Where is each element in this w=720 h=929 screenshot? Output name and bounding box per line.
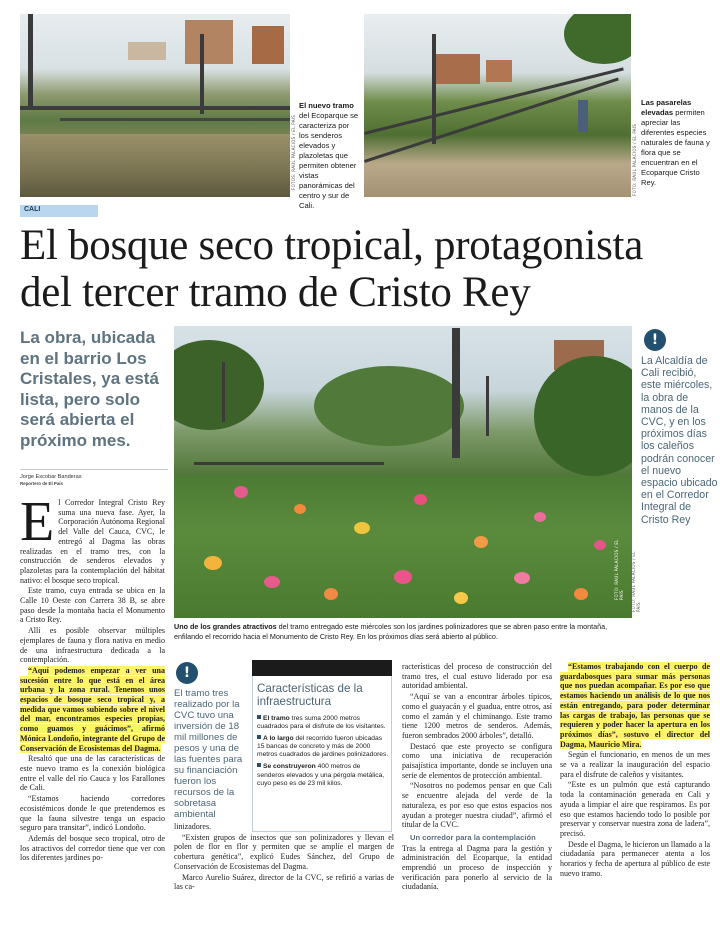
infobox-header-bar <box>252 660 392 676</box>
paragraph: Según el funcionario, en menos de un mes se va a realizar la inauguración del espacio para el disfrute de caleños y visitantes. <box>560 750 710 779</box>
subheading: Un corredor para la contemplación <box>410 832 536 842</box>
building <box>486 60 512 82</box>
building <box>436 54 480 84</box>
flower <box>474 536 488 548</box>
paragraph: racterísticas del proceso de construcción del tramo tres, el cual estuvo liderado por esa autoridad ambiental. <box>402 662 552 691</box>
infobox-item <box>257 715 389 731</box>
deck-subtitle: La obra, ubicada en el barrio Los Cristales, ya está lista, pero solo será abierta el próximo mes. <box>20 328 159 450</box>
tree <box>564 14 631 64</box>
article-column-4 <box>560 662 710 879</box>
byline-role: Reportero de El País <box>20 481 63 486</box>
paragraph-highlighted <box>20 666 165 753</box>
photo-credit: FOTO: RAÚL PALACIOS / EL PAÍS <box>614 539 624 600</box>
paragraph: “Estamos haciendo corredores ecosistémicos donde le que pretendemos es que la fauna silvestre tenga un espacio seguro para transitar”, indicó Londoño. <box>20 794 165 833</box>
infobox-item <box>257 735 389 759</box>
caption-text: permiten apreciar las diferentes especies naturales de fauna y flora que se encuentran en el Ecoparque Cristo Rey. <box>641 108 710 188</box>
paragraph: Destacó que este proyecto se configura como una iniciativa de recuperación paisajística importante, donde se incluyen una serie de elementos de protección ambiental. <box>402 741 552 780</box>
flower <box>324 588 338 600</box>
caption-bold: El nuevo tramo <box>299 101 354 110</box>
caption-top-left <box>299 101 359 211</box>
sidebar-left-text: El tramo tres realizado por la CVC tuvo una inversión de 18 mil millones de pesos y una de las fuentes para su financiación fueron los recursos de la sobretasa ambiental <box>174 688 243 820</box>
paragraph: “Este es un pulmón que está capturando toda la contaminación generada en Cali y ayuda a limpiar el aire que respiramos. Es por eso que estamos haciendo todo lo posible por preservar y conservar nuestra zona de ladera”, precisó. <box>560 780 710 838</box>
flower <box>534 512 546 522</box>
article-column-3 <box>402 662 552 893</box>
tree <box>534 356 632 476</box>
railing <box>20 106 290 110</box>
photo-credit: FOTO: RAÚL PALACIOS / EL PAÍS <box>632 123 637 196</box>
flower <box>454 592 468 604</box>
lamp-post <box>200 34 204 114</box>
tree <box>314 366 464 446</box>
paragraph: Allí es posible observar múltiples ejemplares de fauna y flora nativa en medio de una infraestructura dedicada a la contemplación. <box>20 626 165 665</box>
flower <box>234 486 248 498</box>
caption-bold: Uno de los grandes atractivos <box>174 622 277 631</box>
flower <box>574 588 588 600</box>
headline-line-2: del tercer tramo de Cristo Rey <box>20 269 531 316</box>
flower <box>354 522 370 534</box>
exclamation-icon: ! <box>176 662 198 684</box>
dropcap: E <box>20 491 55 553</box>
item-bold: El tramo <box>263 715 290 722</box>
caption-text: del Ecoparque se caracteriza por los senderos elevados y plazoletas que permiten obtener vistas panorámicas del centro y sur de Cali. <box>299 111 359 211</box>
paragraph-highlighted <box>560 662 710 749</box>
headline-line-1: El bosque seco tropical, protagonista <box>20 222 643 269</box>
article-column-1 <box>20 491 165 864</box>
article-column-2 <box>174 822 394 893</box>
highlighted-quote: “Estamos trabajando con el cuerpo de guardabosques para sumar más personas que nos puedan acompañar. Es por eso que estamos haciendo un análisis de lo que nos están entregando, para poder determinar las cargas de trabajo, las personas que se requieren y poder hacer la apertura en los próximos días”, sostuvo el director del Dagma, Mauricio Mira. <box>560 662 710 749</box>
paragraph: “Aquí se van a encontrar árboles típicos, como el guayacán y el guadua, entre otros, así como el zamán y el chiminango. Este tramo tiene 1200 metros de senderos. Además, fueron sembrados 2000 árboles”, detalló. <box>402 692 552 740</box>
photo-credit: FOTOS: RAÚL PALACIOS / EL PAÍS <box>291 114 296 190</box>
building <box>185 20 233 64</box>
photo-top-left <box>20 14 290 197</box>
paragraph-text: l Corredor Integral Cristo Rey suma una nueva fase. Ayer, la Corporación Autónoma Regional del Valle del Cauca, CVC, le entregó al Dagma las obras realizadas en el tramo tres, con la construcción de senderos elevados y plazoletas para la contemplación del hábitat nativo: el bosque seco tropical. <box>20 498 165 585</box>
photo-credit: FOTO: RAÚL PALACIOS / EL PAÍS <box>631 551 641 612</box>
caption-top-right <box>641 98 713 188</box>
paragraph: Desde el Dagma, le hicieron un llamado a la ciudadanía para permanecer atenta a los horarios y fecha de apertura al público de este nuevo tramo. <box>560 839 710 878</box>
infobox-title: Características de la infraestructura <box>257 682 363 708</box>
flower <box>594 540 606 550</box>
item-bold: A lo largo <box>263 735 294 743</box>
item-text: 400 metros de senderos elevados y una pérgola metálica, cuyo peso es de 23 mil kilos. <box>257 763 385 787</box>
bullet-square-icon <box>257 763 261 767</box>
building <box>128 42 166 60</box>
paragraph: “Nosotros no podemos pensar en que Cali se encuentre alejada del verde de la naturaleza, es por eso que estos espacios nos ayudan a proteger nuestra ciudad”, afirmó el titular de la CVC. <box>402 781 552 830</box>
divider <box>20 469 168 470</box>
flower <box>394 570 412 584</box>
paragraph: Además del bosque seco tropical, otro de los atractivos del corredor tiene que ver con los diferentes jardines po- <box>20 833 165 863</box>
lamp-post <box>432 34 436 144</box>
paragraph: Este tramo, cuya entrada se ubica en la Calle 10 Oeste con Carrera 38 B, se abre paso desde la montaña hacia el Monumento a Cristo Rey. <box>20 586 165 625</box>
item-text: tres suma 2000 metros cuadrados para el disfrute de los visitantes. <box>257 715 386 731</box>
tree <box>174 340 264 430</box>
flower <box>514 572 530 584</box>
paragraph: Resaltó que una de las características de este nuevo tramo es la conexión biológica entre el valle del río Cauca y los Farallones de Cali. <box>20 754 165 793</box>
flower <box>414 494 427 505</box>
paragraph: linizadores. <box>174 822 212 831</box>
lamp-post <box>222 362 225 422</box>
infobox-list <box>257 715 389 792</box>
paragraph: Marco Aurelio Suárez, director de la CVC, se refirió a varias de las ca- <box>174 872 394 892</box>
headline <box>20 222 710 316</box>
item-text: del recorrido fueron ubicadas 15 bancas de concreto y más de 2000 metros cuadrados de jardines polinizadores. <box>257 735 389 759</box>
bullet-square-icon <box>257 735 261 739</box>
grass-field <box>20 134 290 197</box>
paragraph <box>20 491 165 585</box>
exclamation-icon: ! <box>644 329 666 351</box>
item-bold: Se construyeron <box>263 763 316 771</box>
sidebar-right-text: La Alcaldía de Cali recibió, este miércoles, la obra de manos de la CVC, y en los próximos días los caleños podrán conocer el nuevo espacio ubicado en el Corredor Integral de Cristo Rey <box>641 355 718 526</box>
railing <box>60 118 290 121</box>
flower <box>294 504 306 514</box>
person <box>578 100 588 132</box>
caption-bold: Las pasarelas elevadas <box>641 98 692 118</box>
section-tag: CALI <box>20 205 98 217</box>
caption-text: del tramo entregado este miércoles son los jardines polinizadores que se abren paso entre la montaña, enfilando el recorrido hacia el Monumento de Cristo Rey. En los próximos días será abierto al público. <box>174 622 608 641</box>
infobox-item <box>257 763 389 787</box>
photo-top-right <box>364 14 631 197</box>
bullet-square-icon <box>257 715 261 719</box>
photo-main <box>174 326 632 618</box>
railing <box>194 462 384 465</box>
highlighted-quote: “Aquí podemos empezar a ver una sucesión entre lo que está en el área urbana y la zona rural. Tenemos unos espacios de bosque seco tropical y, a medida que vamos subiendo sobre el nivel del mar, encontramos especies propias, como guamos y guácimos”, afirmó Mónica Londoño, integrante del Grupo de Conservación de Ecosistemas del Dagma. <box>20 665 165 753</box>
paragraph: “Existen grupos de insectos que son polinizadores y llevan el polen de flor en flor y permiten que se amplíe el margen de cobertura genética”, explicó Eudes Sánchez, del Grupo de Conservación de Ecosistemas del Dagma. <box>174 832 394 871</box>
caption-main <box>174 622 634 641</box>
byline-author: Jorge Escobar Banderas <box>20 474 82 480</box>
paragraph: Tras la entrega al Dagma para la gestión y administración del Ecoparque, la entidad emprendió un proceso de inspección y verificación para ponerlo al servicio de la ciudadanía. <box>402 843 552 892</box>
flower <box>264 576 280 588</box>
lamp-post <box>486 376 489 436</box>
building <box>252 26 284 64</box>
lamp-post <box>28 14 33 109</box>
flower <box>204 556 222 570</box>
lamp-post <box>452 328 460 458</box>
